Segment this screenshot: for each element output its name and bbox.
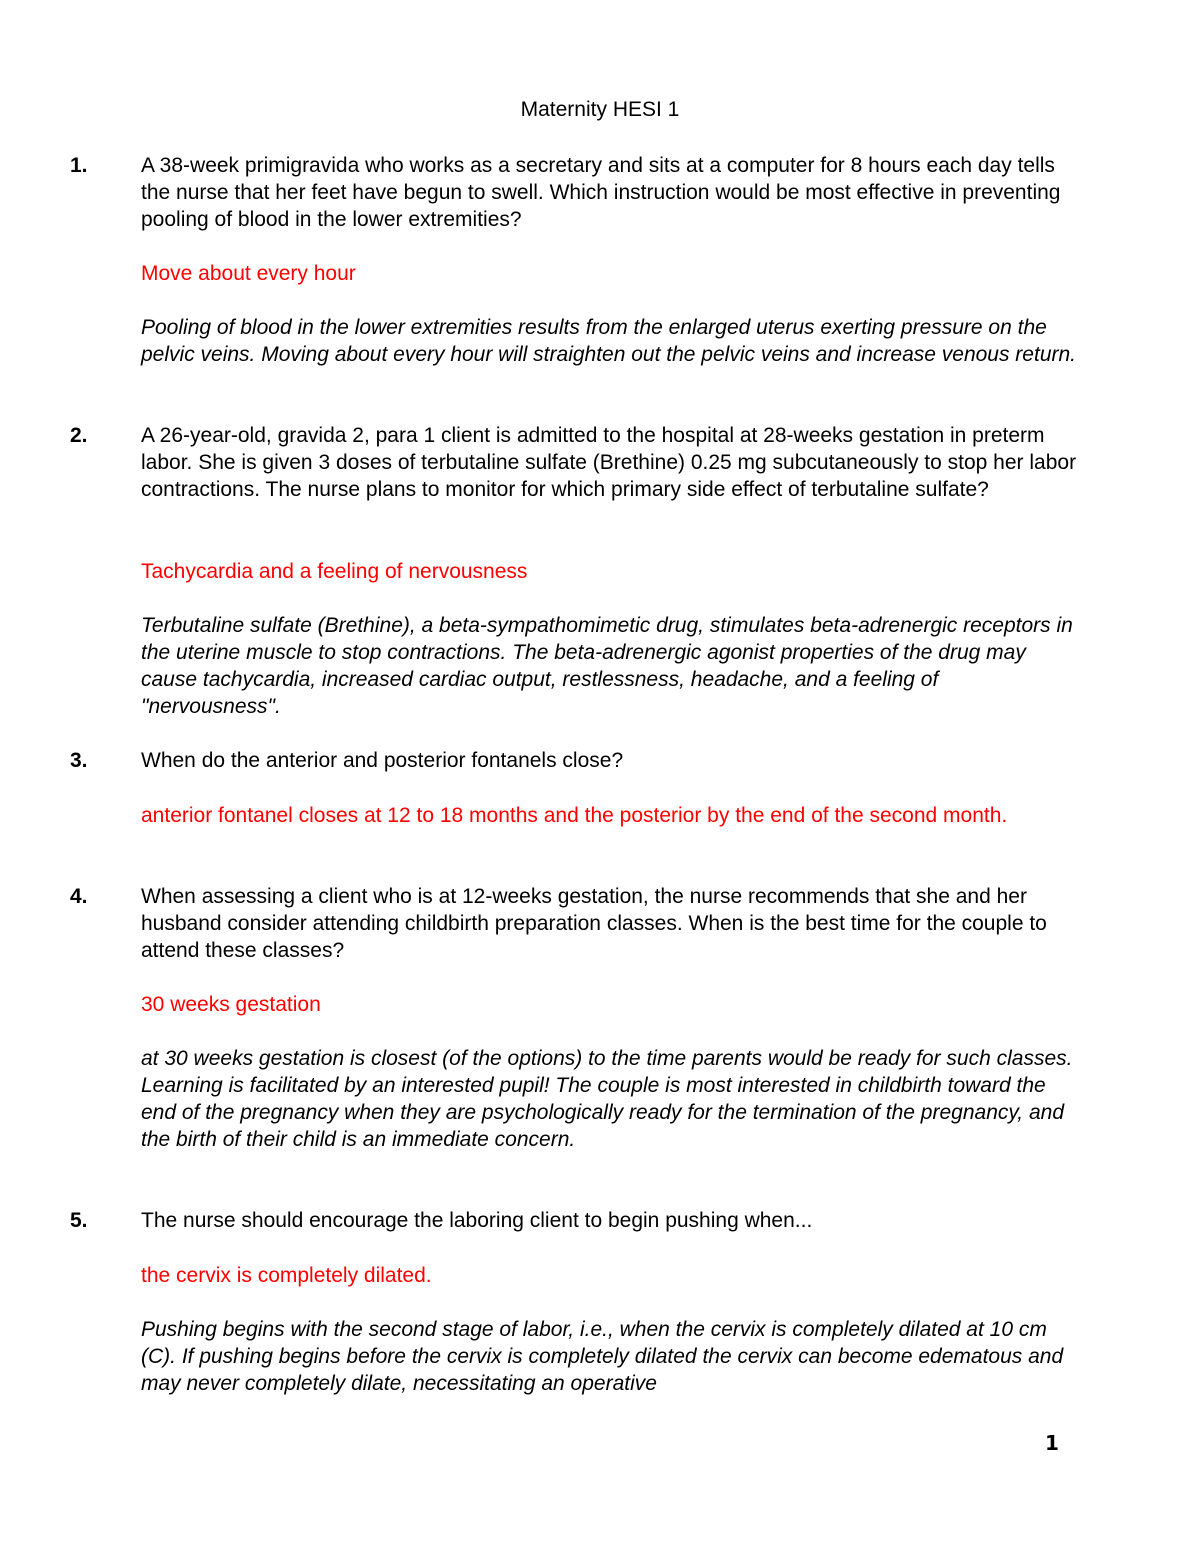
page-title: Maternity HESI 1	[520, 98, 680, 121]
question-2-text: A 26-year-old, gravida 2, para 1 client is admitted to the hospital at 28-weeks gestation in preterm labor. She is given 3 doses of terbutaline sulfate (Brethine) 0.25 mg subcutaneously to stop her labor contractions. The nurse plans to monitor for which primary side effect of terbutaline sulfate?	[141, 424, 1077, 501]
question-4-number: 4.	[70, 885, 88, 908]
question-1-explanation: Pooling of blood in the lower extremities results from the enlarged uterus exerting pressure on the pelvic veins. Moving about every hour will straighten out the pelvic veins and increase venous return.	[141, 316, 1077, 366]
question-4-answer: 30 weeks gestation	[141, 993, 321, 1016]
question-2-explanation: Terbutaline sulfate (Brethine), a beta-sympathomimetic drug, stimulates beta-adrenergic receptors in the uterine muscle to stop contractions. The beta-adrenergic agonist properties of the drug may cause tachycardia, increased cardiac output, restlessness, headache, and a feeling of "nervousness".	[141, 614, 1073, 718]
question-1-text: A 38-week primigravida who works as a secretary and sits at a computer for 8 hours each day tells the nurse that her feet have begun to swell. Which instruction would be most effective in preventing pooling of blood in the lower extremities?	[141, 154, 1061, 231]
question-3-answer: anterior fontanel closes at 12 to 18 months and the posterior by the end of the second month.	[141, 804, 1008, 827]
question-4-text: When assessing a client who is at 12-weeks gestation, the nurse recommends that she and her husband consider attending childbirth preparation classes. When is the best time for the couple to attend these classes?	[141, 885, 1047, 962]
question-5-explanation: Pushing begins with the second stage of labor, i.e., when the cervix is completely dilated at 10 cm (C). If pushing begins before the cervix is completely dilated the cervix can become edematous and may never completely dilate, necessitating an operative	[141, 1318, 1064, 1395]
question-3-text: When do the anterior and posterior fontanels close?	[141, 749, 624, 772]
question-2-number: 2.	[70, 424, 88, 447]
question-1-number: 1.	[70, 154, 88, 177]
question-2-answer: Tachycardia and a feeling of nervousness	[141, 560, 528, 583]
question-4-explanation: at 30 weeks gestation is closest (of the options) to the time parents would be ready for such classes. Learning is facilitated by an interested pupil! The couple is most interested in childbirth toward the end of the pregnancy when they are psychologically ready for the termination of the pregnancy, and the birth of their child is an immediate concern.	[141, 1047, 1073, 1151]
question-1-answer: Move about every hour	[141, 262, 356, 285]
page-number: 1	[1045, 1431, 1059, 1455]
question-3-number: 3.	[70, 749, 88, 772]
question-5-text: The nurse should encourage the laboring client to begin pushing when...	[141, 1209, 813, 1232]
question-5-answer: the cervix is completely dilated.	[141, 1264, 432, 1287]
question-5-number: 5.	[70, 1209, 88, 1232]
